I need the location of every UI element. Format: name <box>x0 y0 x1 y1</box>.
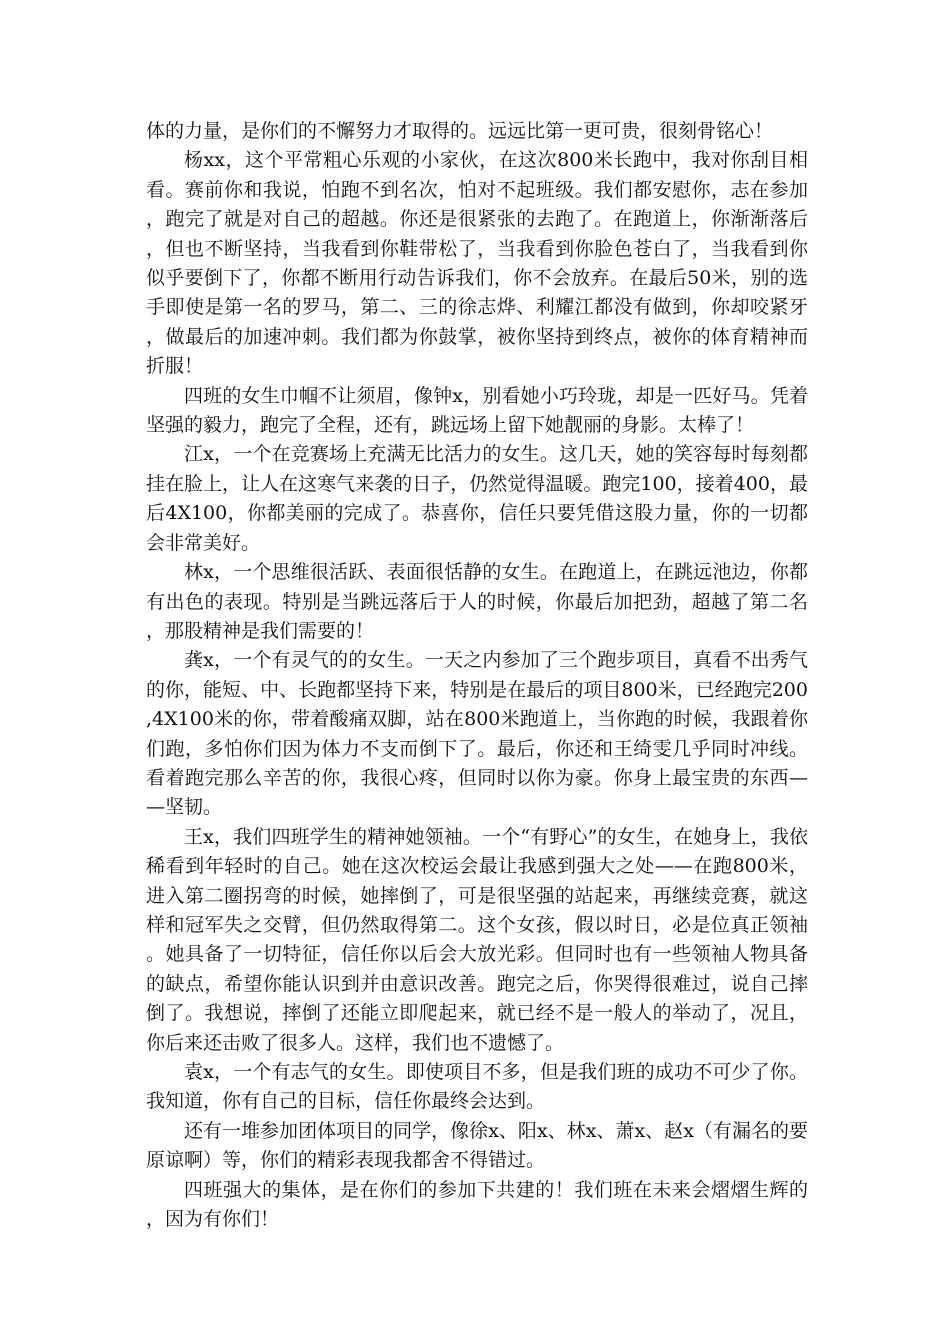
paragraph-gong: 龚x，一个有灵气的的女生。一天之内参加了三个跑步项目，真看不出秀气的你，能短、中、长跑都坚持下来，特别是在最后的项目800米，已经跑完200,4X100米的你，带着酸痛双脚，站在800米跑道上，当你跑的时候，我跟着你们跑，多怕你们因为体力不支而倒下了。最后，你还和王绮雯几乎同时冲线。看着跑完那么辛苦的你，我很心疼，但同时以你为豪。你身上最宝贵的东西——坚韧。 <box>146 649 808 819</box>
paragraph-team: 还有一堆参加团体项目的同学，像徐x、阳x、林x、萧x、赵x（有漏名的要原谅啊）等，你们的精彩表现我都舍不得错过。 <box>146 1119 808 1172</box>
paragraph-closing: 四班强大的集体，是在你们的参加下共建的！我们班在未来会熠熠生辉的，因为有你们！ <box>146 1178 808 1231</box>
paragraph-zhong: 四班的女生巾帼不让须眉，像钟x，别看她小巧玲珑，却是一匹好马。凭着坚强的毅力，跑完了全程，还有，跳远场上留下她靓丽的身影。太棒了！ <box>146 384 808 437</box>
paragraph-lin: 林x，一个思维很活跃、表面很恬静的女生。在跑道上，在跳远池边，你都有出色的表现。特别是当跳远落后于人的时候，你最后加把劲，超越了第二名，那股精神是我们需要的！ <box>146 561 808 642</box>
paragraph-yuan: 袁x，一个有志气的女生。即使项目不多，但是我们班的成功不可少了你。我知道，你有自己的目标，信任你最终会达到。 <box>146 1061 808 1113</box>
paragraph-jiang: 江x，一个在竞赛场上充满无比活力的女生。这几天，她的笑容每时每刻都挂在脸上，让人在这寒气来袭的日子，仍然觉得温暖。跑完100，接着400，最后4X100，你都美丽的完成了。恭喜你，信任只要凭借这股力量，你的一切都会非常美好。 <box>146 443 808 554</box>
paragraph-continuation: 体的力量，是你们的不懈努力才取得的。远远比第一更可贵，很刻骨铭心！ <box>146 120 774 142</box>
paragraph-wang: 王x，我们四班学生的精神她领袖。一个“有野心”的女生，在她身上，我依稀看到年轻时的自己。她在这次校运会最让我感到强大之处——在跑800米，进入第二圈拐弯的时候，她摔倒了，可是很坚强的站起来，再继续竞赛，就这样和冠军失之交臂，但仍然取得第二。这个女孩，假以时日，必是位真正领袖。她具备了一切特征，信任你以后会大放光彩。但同时也有一些领袖人物具备的缺点，希望你能认识到并由意识改善。跑完之后，你哭得很难过，说自己摔倒了。我想说，摔倒了还能立即爬起来，就已经不是一般人的举动了，况且，你后来还击败了很多人。这样，我们也不遗憾了。 <box>146 825 808 1054</box>
document-body <box>146 117 808 1234</box>
paragraph-yang: 杨xx，这个平常粗心乐观的小家伙，在这次800米长跑中，我对你刮目相看。赛前你和我说，怕跑不到名次，怕对不起班级。我们都安慰你，志在参加，跑完了就是对自己的超越。你还是很紧张的去跑了。在跑道上，你渐渐落后，但也不断坚持，当我看到你鞋带松了，当我看到你脸色苍白了，当我看到你似乎要倒下了，你都不断用行动告诉我们，你不会放弃。在最后50米，别的选手即使是第一名的罗马，第二、三的徐志烨、利耀江都没有做到，你却咬紧牙，做最后的加速冲刺。我们都为你鼓掌，被你坚持到终点，被你的体育精神而折服！ <box>146 149 808 378</box>
